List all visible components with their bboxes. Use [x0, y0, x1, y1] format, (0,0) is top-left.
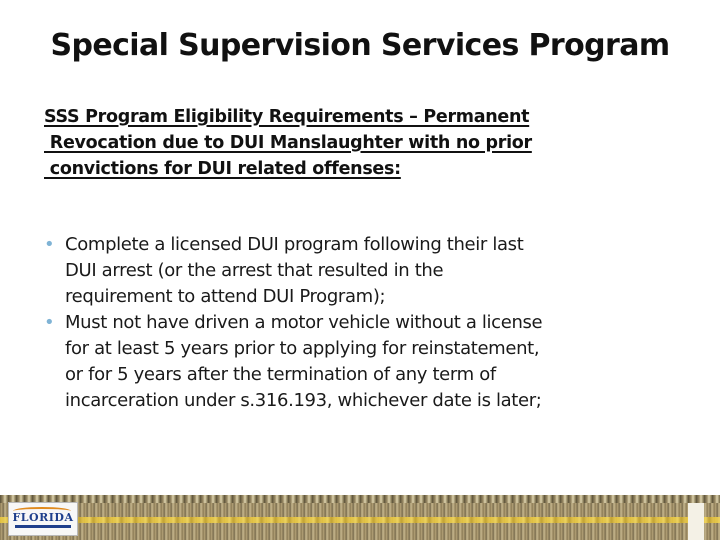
slide-title: Special Supervision Services Program — [50, 28, 670, 63]
road-marker — [688, 503, 704, 540]
list-item-line: or for 5 years after the termination of any term of — [65, 364, 496, 385]
requirements-list — [44, 232, 684, 414]
subheading-line: SSS Program Eligibility Requirements – Permanent — [44, 107, 530, 127]
list-item — [44, 232, 684, 310]
road-center-line — [0, 517, 720, 523]
logo-text: FLORIDA — [12, 511, 74, 524]
footer-road-edge — [0, 495, 720, 503]
list-item-line: for at least 5 years prior to applying for reinstatement, — [65, 338, 540, 359]
bullet-icon: • — [44, 312, 55, 333]
footer-road-banner — [0, 495, 720, 540]
list-item — [44, 310, 684, 414]
logo-strip — [15, 525, 71, 528]
florida-logo — [8, 502, 78, 536]
subheading-line: Revocation due to DUI Manslaughter with no prior — [44, 133, 532, 153]
list-item-line: Complete a licensed DUI program following their last — [65, 234, 524, 255]
list-item-line: incarceration under s.316.193, whichever date is later; — [65, 390, 542, 411]
list-item-line: Must not have driven a motor vehicle without a license — [65, 312, 543, 333]
bullet-icon: • — [44, 234, 55, 255]
list-item-line: DUI arrest (or the arrest that resulted in the — [65, 260, 444, 281]
subheading-line: convictions for DUI related offenses: — [44, 159, 401, 179]
eligibility-subheading — [44, 104, 684, 182]
list-item-line: requirement to attend DUI Program); — [65, 286, 386, 307]
